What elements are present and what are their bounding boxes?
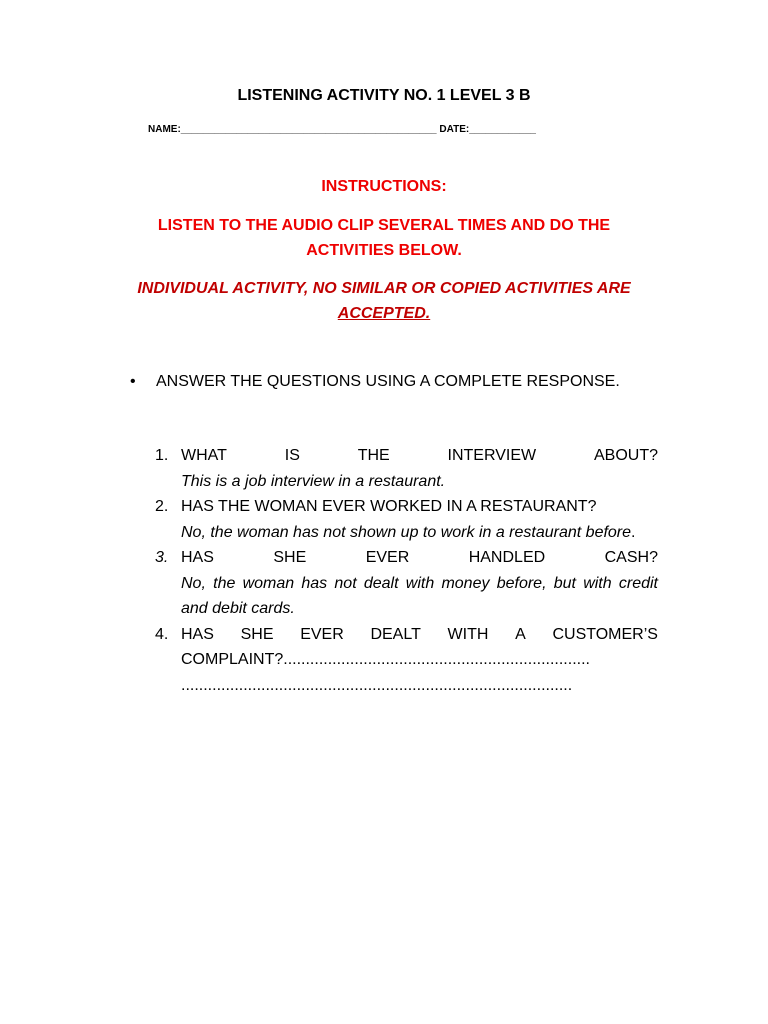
question-word: HAS	[181, 549, 214, 566]
question-2	[155, 494, 658, 545]
question-word: DEALT	[370, 625, 421, 643]
question-word: SHE	[273, 549, 307, 566]
task-bullet-item	[130, 373, 620, 391]
date-label: DATE:	[436, 124, 470, 135]
question-word: IS	[284, 447, 300, 464]
answer-body: No, the woman has not shown up to work in a restaurant before	[181, 523, 632, 541]
question-word: EVER	[365, 549, 410, 566]
instructions-heading: INSTRUCTIONS:	[321, 178, 447, 195]
dotted-blank: .....................................................................	[283, 651, 590, 668]
question-list	[155, 443, 658, 698]
question-text	[181, 443, 658, 469]
listen-instruction: LISTEN TO THE AUDIO CLIP SEVERAL TIMES AND DO THE ACTIVITIES BELOW.	[157, 217, 611, 259]
answer-text: This is a job interview in a restaurant.	[181, 472, 446, 490]
question-word: COMPLAINT?	[181, 651, 284, 668]
name-date-line	[148, 124, 536, 135]
individual-note-line1: INDIVIDUAL ACTIVITY, NO SIMILAR OR COPIED ACTIVITIES ARE	[137, 280, 631, 297]
question-number: 3.	[155, 549, 169, 566]
question-word: WHAT	[181, 447, 227, 464]
name-blank: ______________________________________________	[180, 124, 437, 135]
question-word: THE	[357, 447, 390, 464]
question-word: ABOUT?	[593, 447, 658, 464]
name-label: NAME:	[148, 124, 181, 135]
answer-blank-line-2: ........................................................................................	[181, 676, 573, 694]
question-word: INTERVIEW	[447, 447, 537, 464]
question-1	[155, 443, 658, 494]
question-text: HAS THE WOMAN EVER WORKED IN A RESTAURANT?	[181, 498, 597, 515]
date-blank: ____________	[469, 124, 536, 135]
answer-period: .	[631, 523, 636, 541]
task-text: ANSWER THE QUESTIONS USING A COMPLETE RESPONSE.	[156, 373, 620, 390]
question-word: EVER	[300, 625, 344, 643]
individual-activity-note	[110, 276, 658, 326]
bullet-icon: •	[130, 373, 136, 390]
page-title: LISTENING ACTIVITY NO. 1 LEVEL 3 B	[237, 87, 531, 104]
question-word: WITH	[447, 625, 489, 643]
answer-blank-line-1	[181, 647, 658, 673]
question-3	[155, 545, 658, 622]
question-word: SHE	[240, 625, 274, 643]
question-word: HAS	[181, 625, 214, 643]
question-number: 4.	[155, 625, 169, 643]
question-4	[155, 622, 658, 699]
answer-text	[181, 520, 658, 546]
question-text	[181, 622, 658, 648]
question-number: 2.	[155, 498, 169, 515]
answer-text: No, the woman has not dealt with money before, but with credit and debit cards.	[181, 574, 658, 617]
question-word: CASH?	[604, 549, 658, 566]
individual-note-line2: ACCEPTED.	[337, 305, 431, 322]
question-number: 1.	[155, 447, 169, 464]
question-text	[181, 545, 658, 571]
question-word: A	[515, 625, 526, 643]
question-word: CUSTOMER’S	[552, 625, 658, 643]
question-word: HANDLED	[468, 549, 546, 566]
